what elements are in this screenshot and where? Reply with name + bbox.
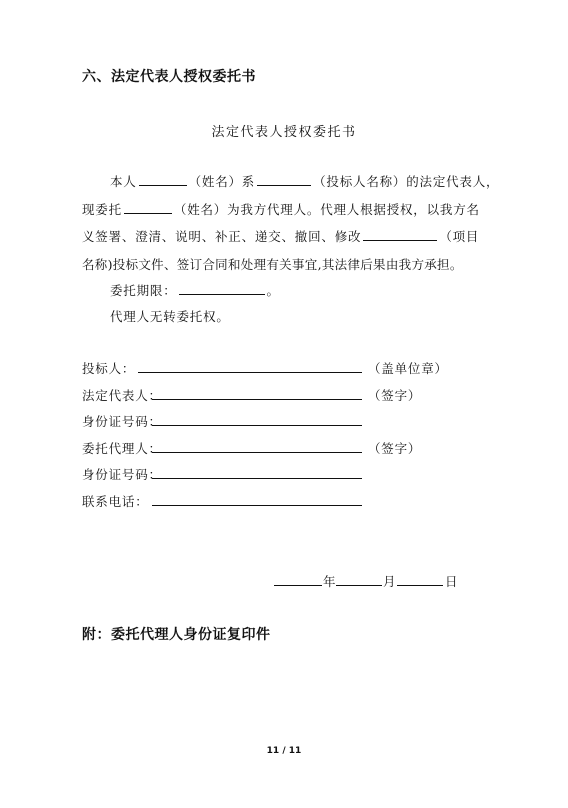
term-end: 。 — [266, 283, 280, 298]
signature-label-legal-rep: 法定代表人： — [82, 388, 162, 403]
date-month-label: 月 — [383, 574, 397, 589]
signature-suffix-bidder: （盖单位章） — [368, 361, 448, 376]
date-year-blank[interactable] — [274, 585, 322, 586]
text-fragment: 义签署、澄清、说明、补正、递交、撤回、修改 — [82, 229, 362, 244]
date-year-label: 年 — [323, 574, 337, 589]
paragraph-line-1 — [110, 172, 499, 190]
name-blank[interactable] — [139, 173, 187, 186]
signature-suffix-agent: （签字） — [368, 441, 422, 456]
signature-line-legal-rep[interactable] — [152, 399, 362, 400]
date-day-label: 日 — [445, 574, 459, 589]
paragraph-line-4: 名称)投标文件、签订合同和处理有关事宜,其法律后果由我方承担。 — [82, 257, 463, 272]
term-label: 委托期限： — [110, 283, 177, 298]
signature-line-bidder[interactable] — [138, 372, 362, 373]
section-title: 六、法定代表人授权委托书 — [82, 69, 256, 85]
term-blank[interactable] — [179, 282, 265, 295]
text-fragment: 现委托 — [82, 202, 122, 217]
signature-line-agent[interactable] — [152, 452, 362, 453]
bidder-name-blank[interactable] — [257, 173, 311, 186]
term-line — [110, 281, 280, 299]
signature-label-id-1: 身份证号码： — [82, 414, 162, 429]
document-title: 法定代表人授权委托书 — [211, 125, 357, 140]
signature-suffix-legal-rep: （签字） — [368, 388, 422, 403]
signature-line-id-2[interactable] — [152, 478, 362, 479]
signature-label-phone: 联系电话： — [82, 494, 149, 509]
agent-name-blank[interactable] — [124, 201, 172, 214]
signature-label-bidder: 投标人： — [82, 361, 136, 376]
text-fragment: （姓名）为我方代理人。代理人根据授权，以我方名 — [173, 202, 480, 217]
date-day-blank[interactable] — [397, 585, 443, 586]
page-number — [0, 746, 568, 756]
no-subdelegation-line: 代理人无转委托权。 — [110, 309, 230, 324]
page-total: 11 — [288, 746, 302, 756]
attachment-heading: 附：委托代理人身份证复印件 — [82, 627, 271, 643]
project-name-blank[interactable] — [363, 228, 437, 241]
date-month-blank[interactable] — [336, 585, 382, 586]
signature-line-phone[interactable] — [152, 505, 362, 506]
signature-label-agent: 委托代理人： — [82, 441, 162, 456]
page-current: 11 — [266, 746, 280, 756]
signature-label-id-2: 身份证号码： — [82, 467, 162, 482]
text-fragment: （项目 — [439, 229, 480, 244]
page-separator: / — [282, 746, 286, 756]
text-fragment: （姓名）系 — [188, 174, 256, 189]
text-fragment: 本人 — [110, 174, 137, 189]
paragraph-line-2 — [82, 200, 480, 218]
signature-line-id-1[interactable] — [152, 425, 362, 426]
paragraph-line-3 — [82, 227, 479, 245]
text-fragment: （投标人名称）的法定代表人， — [313, 174, 500, 189]
